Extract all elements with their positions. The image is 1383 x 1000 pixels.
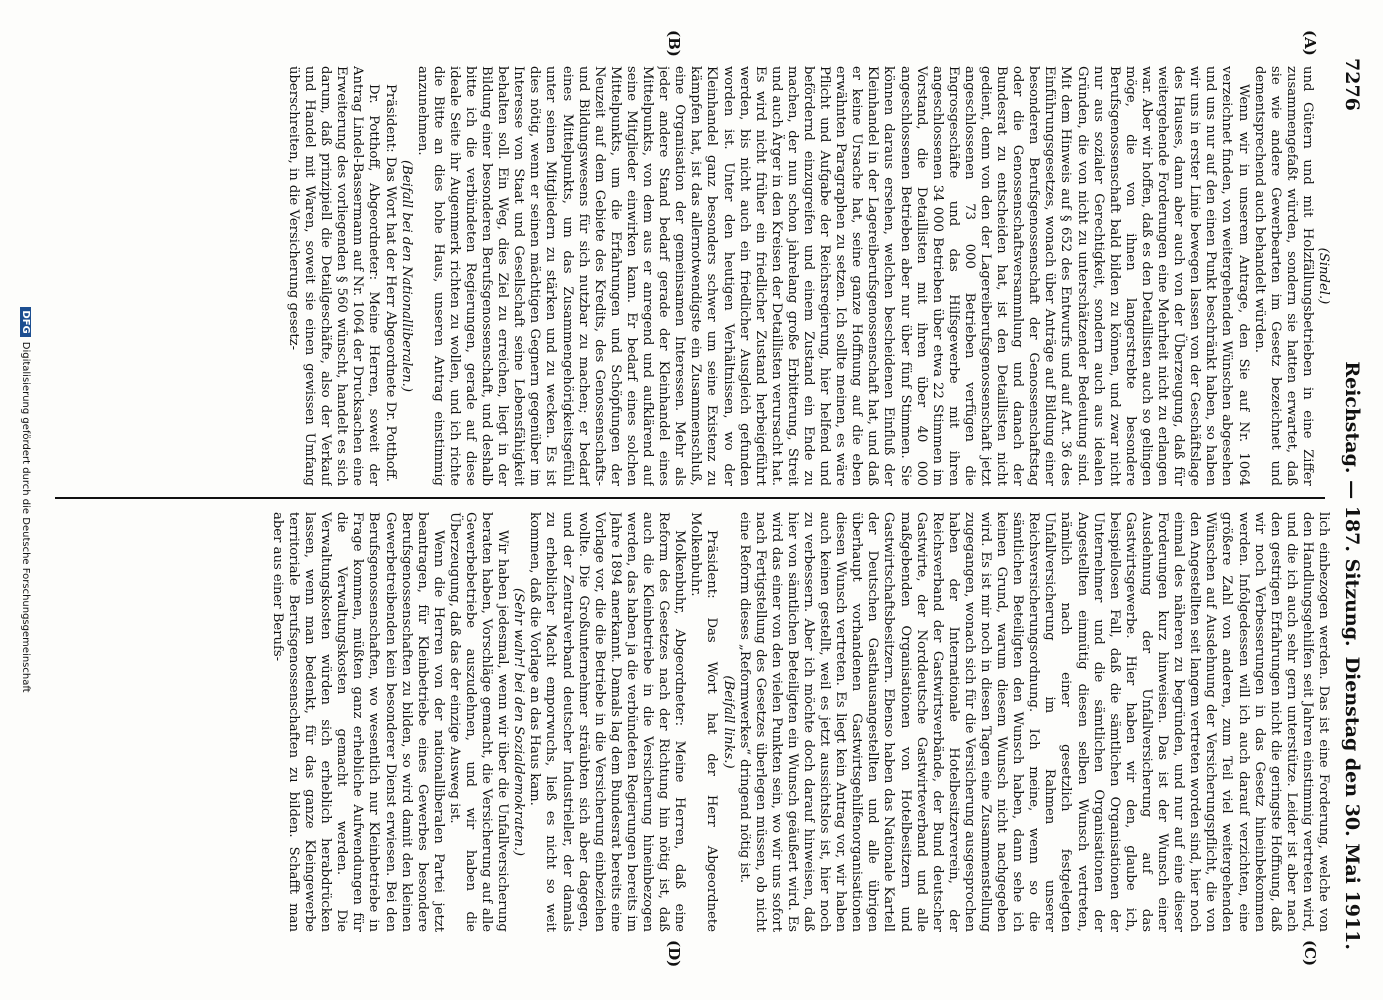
column-divider — [55, 497, 1325, 499]
paragraph: Wir haben jedesmal, wenn wir über die Unfallversicherung beraten haben, Vorschläge gemacht, die Versicherung auf alle Gewerbebetriebe auszudehnen, und wir haben die Überzeugung, daß das der einzige Ausweg ist. — [446, 512, 511, 932]
margin-marker-b: (B) — [665, 30, 683, 57]
margin-marker-d: (D) — [665, 940, 683, 968]
page-title: Reichstag. — 187. Sitzung. — [1341, 361, 1363, 647]
president-remark: Präsident: Das Wort hat der Herr Abgeordnete Molkenbuhr. — [688, 512, 720, 932]
paragraph: Dr. Potthoff, Abgeordneter: Meine Herren, soweit der Antrag Lindel-Bassermann auf Nr. 1064 der Drucksachen eine Erweiterung des vorliegenden § 560 wünscht, handelt es sich darum, daß prinzipiell die Detailgeschäfte, also der Verkauf und Handel mit Waren, soweit sie einen gewissen Umfang überschreiten, in die Versicherung gesetz- — [286, 66, 382, 486]
digitization-credit — [20, 0, 31, 1000]
margin-marker-a: (A) — [1301, 30, 1319, 56]
page-number: 7276 — [1341, 58, 1363, 111]
right-text-column — [51, 512, 1331, 932]
applause-note: (Beifall bei den Nationalliberalen.) — [398, 160, 414, 392]
page-header — [1329, 58, 1369, 950]
dfg-logo: DFG — [20, 307, 31, 336]
paragraph: und Gütern und mit Holzfällungsbetrieben in eine Ziffer zusammengefaßt würden, sondern sie hatten erwartet, daß sie wie andere Gewerbearten im Gesetz bezeichnet und dementsprechend auch behandelt würden. — [1251, 66, 1315, 486]
session-date: Dienstag den 30. Mai 1911. — [1341, 656, 1363, 950]
speaker-continuation: (Sindel.) — [1316, 247, 1331, 305]
margin-marker-c: (C) — [1301, 940, 1319, 967]
left-text-column — [51, 66, 1331, 486]
president-remark: Präsident: Das Wort hat der Herr Abgeordnete Dr. Potthoff. — [382, 84, 398, 482]
paragraph: Wenn wir in unserem Antrage, den Sie auf Nr. 1064 verzeichnet finden, von weitergehenden Wünschen abgesehen und uns nur auf den einen Punkt beschränkt haben, so haben wir uns in erster Linie bewegen lassen von der Geschäftslage des Hauses, dann aber auch von der Überzeugung, daß für weitergehende Forderungen eine Mehrheit nicht zu erlangen war. Aber wir hoffen, daß es den Detaillisten auch so gelingen möge, die von ihnen langerstrebte besondere Berufsgenossenschaft bald bilden zu können, und zwar nicht nur aus sozialer Gerechtigkeit, sondern auch aus idealen Gründen, die von nicht zu unterschätzender Bedeutung sind. Mit dem Hinweis auf § 652 des Entwurfs und auf Art. 36 des Einführungsgesetzes, wonach über Anträge auf Bildung einer besonderen Berufsgenossenschaft der Genossenschaftstag oder die Genossenschaftsversammlung und danach der Bundesrat zu entscheiden hat, ist den Detaillisten nicht gedient, denn von den der Lagereiberufsgenossenschaft jetzt angeschlossenen 73 000 Betrieben verfügen die Engrosgeschäfte und das Hilfsgewerbe mit ihren angeschlossenen 34 000 Betrieben über etwa 22 Stimmen im Vorstand, die Detaillisten mit ihren über 40 000 angeschlossenen Betrieben aber nur über fünf Stimmen. Sie können daraus ersehen, welchen bescheidenen Einfluß der Kleinhandel in der Lagereiberufsgenossenschaft hat, und daß er keine Ursache hat, seine ganze Hoffnung auf die eben erwähnten Paragraphen zu setzen. Ich sollte meinen, es wäre Pflicht und Aufgabe der Reichsregierung, hier helfend und befördernd einzugreifen und einem Zustand ein Ende zu machen, der nun schon jahrelang große Erbitterung, Streit und auch Ärger in den Kreisen der Detaillisten verursacht hat. Es wird nicht früher ein friedlicher Zustand herbeigeführt werden, bis nicht auch ein friedlicher Ausgleich gefunden worden ist. Unter den heutigen Verhältnissen, wo der Kleinhandel ganz besonders schwer um seine Existenz zu kämpfen hat, ist das allernotwendigste ein Zusammenschluß, eine Organisation der gemeinsamen Interessen. Mehr als jeder andere Stand bedarf gerade der Kleinhandel eines Mittelpunkts, von dem aus er anregend und aufklärend auf seine Mitglieder einwirken kann. Er bedarf eines solchen Mittelpunkts, um die Erfahrungen und Schöpfungen der Neuzeit auf dem Gebiete des Kredits, des Genossenschafts- und Bildungswesens für sich nutzbar zu machen; er bedarf eines Mittelpunkts, um das Zusammengehörigkeitsgefühl unter seinen Mitgliedern zu stärken und zu wecken. Es ist dies nötig, wenn er seinen mächtigen Gegnern gegenüber im Interesse von Staat und Gesellschaft seine Lebensfähigkeit behalten soll. Ein Weg, dies Ziel zu erreichen, liegt in der Bildung einer besonderen Berufsgenossenschaft, und deshalb bitte ich die verbündeten Regierungen, gerade auf diese ideale Seite ihr Augenmerk richten zu wollen, und ich richte die Bitte an dies hohe Haus, unseren Antrag einstimmig anzunehmen. — [414, 66, 1251, 486]
paragraph: lich einbezogen werden. Das ist eine Forderung, welche von den Handlungsgehilfen seit Jahren einstimmig vertreten wird, und die ich auch sehr gern unterstütze. Leider ist aber nach den gestrigen Erfahrungen nicht die geringste Hoffnung, daß wir noch Verbesserungen in das Gesetz hineinbekommen werden. Infolgedessen will ich auch darauf verzichten, eine größere Zahl von anderen, zum Teil viel weitergehenden Wünschen auf Ausdehnung der Versicherungspflicht, die von den Angestellten seit langem vertreten worden sind, hier noch einmal des näheren zu begründen, und nur auf eine dieser Forderungen kurz hinweisen. Das ist der Wunsch einer Ausdehnung der Unfallversicherung auf das Gastwirtsgewerbe. Hier haben wir den, glaube ich, beispiellosen Fall, daß die sämtlichen Organisationen der Unternehmer und die sämtlichen Organisationen der Angestellten einmütig diesen selben Wunsch vertreten, nämlich nach einer gesetzlich festgelegten Unfallversicherung im Rahmen unserer Reichsversicherungsordnung. Ich meine, wenn so die sämtlichen Beteiligten den Wunsch haben, dann sehe ich keinen Grund, warum diesem Wunsch nicht nachgegeben wird. Es ist mir noch in diesen Tagen eine Zusammenstellung zugegangen, wonach sich für die Versicherung ausgesprochen haben der Internationale Hotelbesitzerverein, der Reichsverband der Gastwirtsverbände, der Bund deutscher Gastwirte, der Norddeutsche Gastwirteverband und alle maßgebenden Organisationen von Hotelbesitzern und Gastwirtschaftsbesitzern. Ebenso haben das Nationale Kartell der Deutschen Gasthausangestellten und alle übrigen überhaupt vorhandenen Gastwirtsgehilfenorganisationen diesen Wunsch vertreten. Es liegt kein Antrag vor, wir haben auch keinen gestellt, weil es jetzt aussichtslos ist, hier noch zu verbessern. Aber ich möchte doch darauf hinweisen, daß hier von sämtlichen Beteiligten ein Wunsch geäußert wird. Es wird das einer von den vielen Punkten sein, wo wir uns sofort nach Fertigstellung des Gesetzes überlegen müssen, ob nicht eine Reform dieses „Reformwerkes“ dringend nötig ist. — [736, 512, 1331, 932]
paragraph: Molkenbuhr, Abgeordneter: Meine Herren, daß eine Reform des Gesetzes nach der Richtung hin nötig ist, daß auch die Kleinbetriebe in die Versicherung hineinbezogen werden, das haben ja die verbündeten Regierungen bereits im Jahre 1894 anerkannt. Damals lag dem Bundesrat bereits eine Vorlage vor, die die Betriebe in die Versicherung einbeziehen wollte. Die Großunternehmer sträubten sich aber dagegen, und der Zentralverband deutscher Industrieller, der damals zu erheblicher Macht emporwuchs, ließ es nicht so weit kommen, daß die Vorlage an das Haus kam. — [527, 512, 688, 932]
interjection-note: (Sehr wahr! bei den Sozialdemokraten.) — [511, 588, 527, 856]
paragraph: Wenn die Herren von der nationalliberalen Partei jetzt beantragen, für Kleinbetriebe eines Gewerbes besondere Berufsgenossenschaften zu bilden, so wird damit den kleinen Gewerbetreibenden kein besonderer Dienst erwiesen. Bei den Berufsgenossenschaften, wo wesentlich nur Kleinbetriebe in Frage kommen, müßten ganz erhebliche Aufwendungen für die Verwaltungskosten gemacht werden. Die Verwaltungskosten würden sich erheblich herabdrücken lassen, wenn man bedenkt, für das ganze Kleingewerbe territoriale Berufsgenossenschaften zu bilden. Schafft man aber aus einer Berufs- — [269, 512, 446, 932]
credit-text: Digitalisierung gefördert durch die Deutsche Forschungsgemeinschaft — [20, 341, 31, 693]
applause-note: (Beifall links.) — [720, 675, 736, 769]
